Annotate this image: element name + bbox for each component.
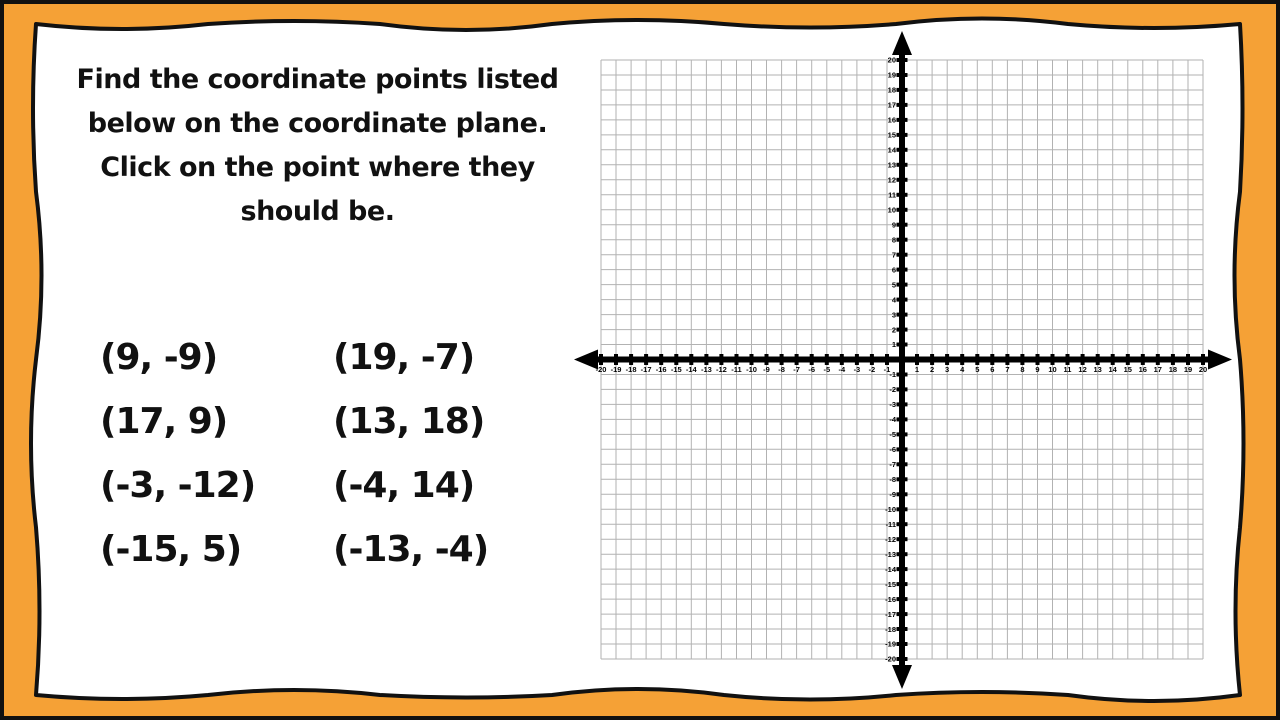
svg-text:3: 3 xyxy=(891,310,896,320)
svg-text:-3: -3 xyxy=(853,365,861,374)
svg-text:17: 17 xyxy=(1153,365,1162,374)
point-label: (17, 9) xyxy=(100,400,228,442)
svg-text:-18: -18 xyxy=(625,365,637,374)
svg-text:19: 19 xyxy=(1183,365,1193,374)
svg-text:-5: -5 xyxy=(823,365,831,374)
svg-text:-6: -6 xyxy=(889,445,896,455)
svg-text:16: 16 xyxy=(1138,365,1147,374)
svg-text:15: 15 xyxy=(1123,365,1132,374)
svg-text:3: 3 xyxy=(945,365,950,374)
svg-text:19: 19 xyxy=(887,70,896,80)
svg-text:-11: -11 xyxy=(731,365,742,374)
point-label: (13, 18) xyxy=(333,400,485,442)
svg-text:-3: -3 xyxy=(889,400,896,410)
point-label: (-4, 14) xyxy=(333,464,475,506)
svg-text:1: 1 xyxy=(891,340,896,350)
instructions-line: below on the coordinate plane. xyxy=(87,108,548,139)
point-label: (-15, 5) xyxy=(100,528,242,570)
svg-text:-10: -10 xyxy=(746,365,757,374)
svg-text:15: 15 xyxy=(887,130,896,140)
svg-text:18: 18 xyxy=(1168,365,1178,374)
svg-text:-2: -2 xyxy=(889,385,896,395)
svg-text:8: 8 xyxy=(891,235,896,245)
svg-text:-9: -9 xyxy=(889,490,896,499)
svg-text:-12: -12 xyxy=(885,534,896,544)
instructions-line: should be. xyxy=(240,196,395,227)
svg-text:4: 4 xyxy=(960,365,965,374)
svg-text:-4: -4 xyxy=(838,365,846,374)
svg-text:-17: -17 xyxy=(885,609,896,619)
svg-text:8: 8 xyxy=(1020,365,1025,374)
svg-text:-7: -7 xyxy=(793,365,800,374)
svg-text:20: 20 xyxy=(887,55,896,65)
svg-text:11: 11 xyxy=(1063,365,1072,374)
svg-text:-1: -1 xyxy=(883,365,891,374)
svg-text:14: 14 xyxy=(887,145,896,155)
svg-text:2: 2 xyxy=(891,325,896,335)
svg-text:12: 12 xyxy=(1078,365,1087,374)
svg-text:-14: -14 xyxy=(685,365,697,374)
svg-text:-7: -7 xyxy=(889,460,896,469)
svg-text:20: 20 xyxy=(1198,365,1208,374)
svg-text:5: 5 xyxy=(975,365,980,374)
svg-text:18: 18 xyxy=(887,85,896,95)
point-label: (19, -7) xyxy=(333,336,475,378)
svg-text:-15: -15 xyxy=(885,579,896,589)
svg-text:-15: -15 xyxy=(670,365,682,374)
svg-text:-8: -8 xyxy=(889,475,896,484)
svg-text:10: 10 xyxy=(887,205,896,215)
svg-text:-16: -16 xyxy=(885,594,896,604)
svg-text:-2: -2 xyxy=(868,365,876,374)
svg-text:9: 9 xyxy=(891,220,896,230)
svg-text:13: 13 xyxy=(887,160,896,170)
svg-text:7: 7 xyxy=(891,250,896,260)
point-label: (-3, -12) xyxy=(100,464,256,506)
svg-text:-18: -18 xyxy=(885,624,896,634)
svg-text:-19: -19 xyxy=(885,639,896,649)
svg-text:-13: -13 xyxy=(885,549,896,559)
svg-text:-16: -16 xyxy=(655,365,667,374)
svg-text:5: 5 xyxy=(891,280,896,290)
instructions-line: Find the coordinate points listed xyxy=(76,64,559,95)
svg-text:6: 6 xyxy=(990,365,995,374)
svg-text:-17: -17 xyxy=(640,365,652,374)
svg-text:-4: -4 xyxy=(889,415,896,425)
svg-text:-20: -20 xyxy=(595,365,607,374)
svg-text:10: 10 xyxy=(1048,365,1057,374)
svg-text:11: 11 xyxy=(888,190,896,200)
svg-text:16: 16 xyxy=(887,115,896,125)
svg-text:-9: -9 xyxy=(763,365,770,374)
svg-text:7: 7 xyxy=(1005,365,1010,374)
svg-text:6: 6 xyxy=(891,265,896,275)
svg-text:12: 12 xyxy=(887,175,896,185)
svg-text:-10: -10 xyxy=(885,504,896,514)
svg-text:9: 9 xyxy=(1035,365,1040,374)
svg-text:-20: -20 xyxy=(885,654,896,664)
svg-text:-1: -1 xyxy=(889,370,896,380)
svg-text:-19: -19 xyxy=(610,365,622,374)
svg-text:-6: -6 xyxy=(808,365,816,374)
instructions-line: Click on the point where they xyxy=(100,152,535,183)
svg-text:-11: -11 xyxy=(885,519,896,529)
svg-text:-13: -13 xyxy=(700,365,712,374)
svg-text:17: 17 xyxy=(887,100,896,110)
svg-text:-5: -5 xyxy=(889,430,896,440)
svg-text:-12: -12 xyxy=(715,365,727,374)
svg-text:-14: -14 xyxy=(885,564,896,574)
svg-text:4: 4 xyxy=(891,295,896,305)
svg-text:14: 14 xyxy=(1108,365,1117,374)
point-label: (-13, -4) xyxy=(333,528,489,570)
svg-text:1: 1 xyxy=(914,365,920,374)
point-label: (9, -9) xyxy=(100,336,218,378)
svg-text:13: 13 xyxy=(1093,365,1102,374)
svg-text:2: 2 xyxy=(930,365,935,374)
svg-text:-8: -8 xyxy=(778,365,785,374)
